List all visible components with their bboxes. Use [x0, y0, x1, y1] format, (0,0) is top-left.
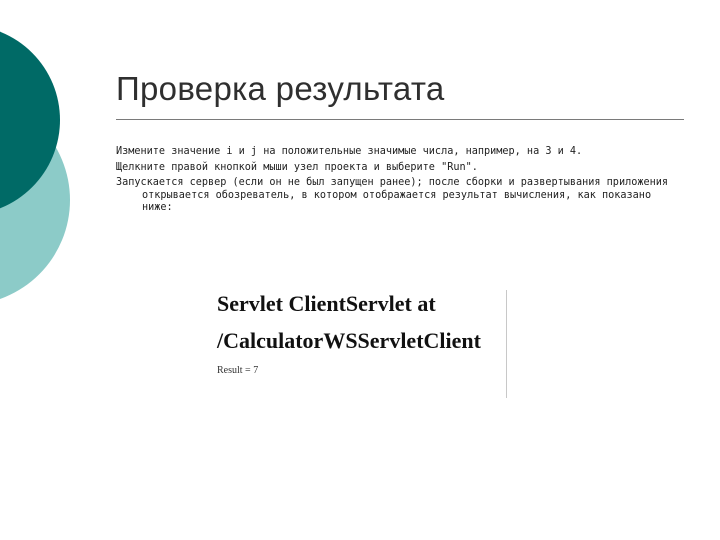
result-text: Result = 7 — [217, 365, 259, 376]
servlet-heading-line1: Servlet ClientServlet at — [217, 291, 436, 316]
title-divider — [116, 119, 684, 120]
slide-title: Проверка результата — [116, 70, 445, 107]
servlet-heading-line2: /CalculatorWSServletClient — [217, 328, 481, 353]
paragraph-run-project: Щелкните правой кнопкой мыши узел проекта и выберите "Run". — [116, 161, 478, 173]
decorative-circles — [0, 0, 120, 300]
paragraph-server-start: Запускается сервер (если он не был запущен ранее); после сборки и развертывания приложения открывается обозреватель, в котором отображается результат вычисления, как показано ниже: — [116, 177, 669, 213]
slide-body — [116, 146, 676, 218]
browser-output-screenshot — [214, 290, 507, 398]
paragraph-change-values: Измените значение i и j на положительные значимые числа, например, на 3 и 4. — [116, 146, 583, 157]
